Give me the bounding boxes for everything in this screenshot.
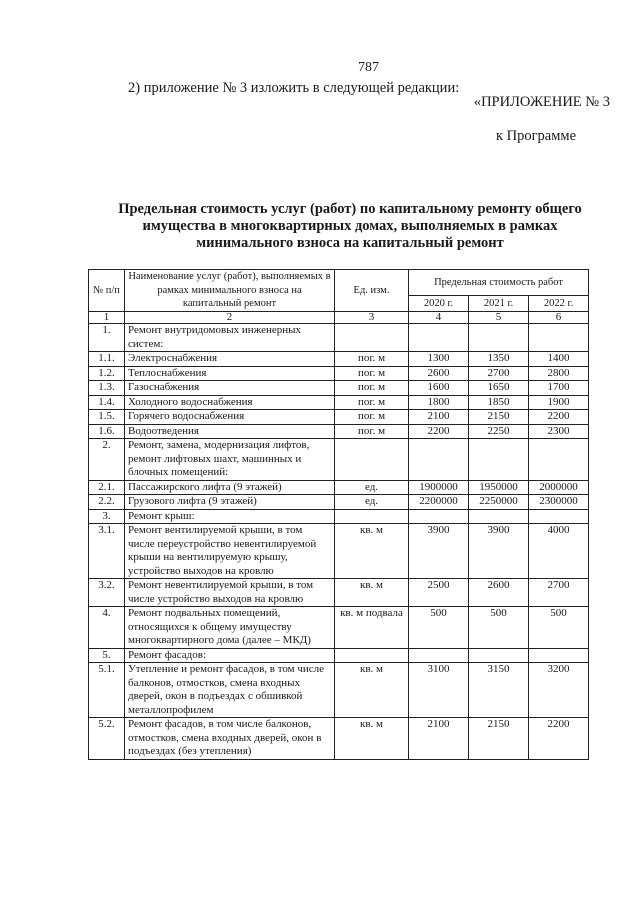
row-price-2021: 2250 bbox=[469, 424, 529, 439]
row-price-2021: 1950000 bbox=[469, 480, 529, 495]
row-price-2020: 1800 bbox=[409, 395, 469, 410]
row-number: 1.6. bbox=[89, 424, 125, 439]
table-row bbox=[89, 524, 589, 579]
price-table bbox=[88, 269, 589, 760]
row-unit: пог. м bbox=[335, 366, 409, 381]
column-number: 3 bbox=[335, 312, 409, 324]
row-unit bbox=[335, 439, 409, 481]
row-price-2022: 2000000 bbox=[529, 480, 589, 495]
row-price-2021: 500 bbox=[469, 607, 529, 649]
row-price-2020: 3900 bbox=[409, 524, 469, 579]
row-name: Грузового лифта (9 этажей) bbox=[125, 495, 335, 510]
row-number: 3.1. bbox=[89, 524, 125, 579]
row-price-2022 bbox=[529, 509, 589, 524]
row-name: Ремонт фасадов: bbox=[125, 648, 335, 663]
table-row bbox=[89, 395, 589, 410]
table-row bbox=[89, 480, 589, 495]
row-name: Холодного водоснабжения bbox=[125, 395, 335, 410]
row-name: Пассажирского лифта (9 этажей) bbox=[125, 480, 335, 495]
row-unit: пог. м bbox=[335, 352, 409, 367]
row-number: 3. bbox=[89, 509, 125, 524]
row-price-2020: 2100 bbox=[409, 410, 469, 425]
row-price-2022: 2200 bbox=[529, 410, 589, 425]
row-price-2022: 1400 bbox=[529, 352, 589, 367]
row-unit bbox=[335, 648, 409, 663]
table-row bbox=[89, 648, 589, 663]
row-price-2022: 2700 bbox=[529, 579, 589, 607]
row-unit: кв. м bbox=[335, 663, 409, 718]
row-price-2021: 3150 bbox=[469, 663, 529, 718]
row-unit: ед. bbox=[335, 495, 409, 510]
header-unit: Ед. изм. bbox=[335, 270, 409, 312]
row-name: Водоотведения bbox=[125, 424, 335, 439]
table-row bbox=[89, 495, 589, 510]
row-unit: пог. м bbox=[335, 381, 409, 396]
row-name: Газоснабжения bbox=[125, 381, 335, 396]
row-price-2020: 500 bbox=[409, 607, 469, 649]
column-number: 6 bbox=[529, 312, 589, 324]
row-price-2022: 2800 bbox=[529, 366, 589, 381]
table-row bbox=[89, 352, 589, 367]
row-number: 1.4. bbox=[89, 395, 125, 410]
column-number: 5 bbox=[469, 312, 529, 324]
row-name: Ремонт вентилируемой крыши, в том числе переустройство невентилируемой крыши на вентилируемую крышу, устройство выходов на кровлю bbox=[125, 524, 335, 579]
row-price-2020: 3100 bbox=[409, 663, 469, 718]
row-number: 5. bbox=[89, 648, 125, 663]
header-price-group: Предельная стоимость работ bbox=[409, 270, 589, 296]
row-unit bbox=[335, 324, 409, 352]
header-name: Наименование услуг (работ), выполняемых в рамках минимального взноса на капитальный ремонт bbox=[125, 270, 335, 312]
row-price-2021: 2600 bbox=[469, 579, 529, 607]
row-number: 1.5. bbox=[89, 410, 125, 425]
row-price-2021 bbox=[469, 439, 529, 481]
page-number: 787 bbox=[358, 60, 379, 75]
table-row bbox=[89, 324, 589, 352]
table-row bbox=[89, 439, 589, 481]
row-price-2021 bbox=[469, 509, 529, 524]
row-price-2022: 2300000 bbox=[529, 495, 589, 510]
table-row bbox=[89, 366, 589, 381]
row-unit: пог. м bbox=[335, 395, 409, 410]
table-row bbox=[89, 424, 589, 439]
row-unit: кв. м подвала bbox=[335, 607, 409, 649]
row-name: Электроснабжения bbox=[125, 352, 335, 367]
row-unit: кв. м bbox=[335, 579, 409, 607]
row-name: Ремонт подвальных помещений, относящихся к общему имуществу многоквартирного дома (далее – МКД) bbox=[125, 607, 335, 649]
row-name: Ремонт, замена, модернизация лифтов, ремонт лифтовых шахт, машинных и блочных помещений: bbox=[125, 439, 335, 481]
table-row bbox=[89, 381, 589, 396]
column-numbers-row bbox=[89, 312, 589, 324]
table-row bbox=[89, 509, 589, 524]
row-price-2020 bbox=[409, 324, 469, 352]
row-name: Утепление и ремонт фасадов, в том числе балконов, отмостков, смена входных дверей, окон в подъездах с обшивкой металлопрофилем bbox=[125, 663, 335, 718]
row-price-2021: 2150 bbox=[469, 410, 529, 425]
row-price-2020: 2200000 bbox=[409, 495, 469, 510]
row-price-2020: 1600 bbox=[409, 381, 469, 396]
row-number: 1. bbox=[89, 324, 125, 352]
row-price-2022: 4000 bbox=[529, 524, 589, 579]
row-number: 2.1. bbox=[89, 480, 125, 495]
row-price-2020 bbox=[409, 439, 469, 481]
column-number: 2 bbox=[125, 312, 335, 324]
row-price-2021: 1350 bbox=[469, 352, 529, 367]
row-price-2021: 2150 bbox=[469, 718, 529, 760]
row-number: 1.3. bbox=[89, 381, 125, 396]
row-name: Теплоснабжения bbox=[125, 366, 335, 381]
table-row bbox=[89, 410, 589, 425]
row-number: 5.2. bbox=[89, 718, 125, 760]
row-price-2022: 3200 bbox=[529, 663, 589, 718]
table-row bbox=[89, 663, 589, 718]
row-price-2020: 1900000 bbox=[409, 480, 469, 495]
row-price-2022: 1900 bbox=[529, 395, 589, 410]
header-year-2021: 2021 г. bbox=[469, 296, 529, 312]
row-number: 1.2. bbox=[89, 366, 125, 381]
table-row bbox=[89, 718, 589, 760]
title-line: Предельная стоимость услуг (работ) по капитальному ремонту общего bbox=[118, 201, 582, 217]
row-unit: кв. м bbox=[335, 718, 409, 760]
row-unit bbox=[335, 509, 409, 524]
row-price-2022: 2200 bbox=[529, 718, 589, 760]
row-price-2020: 2200 bbox=[409, 424, 469, 439]
row-price-2021: 1850 bbox=[469, 395, 529, 410]
row-name: Ремонт крыш: bbox=[125, 509, 335, 524]
row-number: 2. bbox=[89, 439, 125, 481]
table-row bbox=[89, 607, 589, 649]
row-price-2022: 2300 bbox=[529, 424, 589, 439]
row-price-2022 bbox=[529, 648, 589, 663]
title-line: имущества в многоквартирных домах, выполняемых в рамках bbox=[142, 218, 558, 234]
row-number: 4. bbox=[89, 607, 125, 649]
row-number: 5.1. bbox=[89, 663, 125, 718]
row-price-2022: 500 bbox=[529, 607, 589, 649]
row-price-2021: 2250000 bbox=[469, 495, 529, 510]
row-unit: кв. м bbox=[335, 524, 409, 579]
row-unit: пог. м bbox=[335, 424, 409, 439]
row-unit: ед. bbox=[335, 480, 409, 495]
row-price-2020 bbox=[409, 509, 469, 524]
column-number: 4 bbox=[409, 312, 469, 324]
row-price-2021: 1650 bbox=[469, 381, 529, 396]
row-price-2020: 1300 bbox=[409, 352, 469, 367]
row-price-2020 bbox=[409, 648, 469, 663]
row-price-2020: 2100 bbox=[409, 718, 469, 760]
header-num: № п/п bbox=[89, 270, 125, 312]
amendment-instruction: 2) приложение № 3 изложить в следующей редакции: bbox=[128, 80, 460, 96]
row-price-2021 bbox=[469, 324, 529, 352]
column-number: 1 bbox=[89, 312, 125, 324]
row-price-2022 bbox=[529, 439, 589, 481]
row-price-2022 bbox=[529, 324, 589, 352]
appendix-label: «ПРИЛОЖЕНИЕ № 3 bbox=[473, 94, 610, 110]
row-price-2021: 2700 bbox=[469, 366, 529, 381]
row-number: 3.2. bbox=[89, 579, 125, 607]
row-price-2022: 1700 bbox=[529, 381, 589, 396]
row-price-2021 bbox=[469, 648, 529, 663]
row-price-2020: 2500 bbox=[409, 579, 469, 607]
row-number: 1.1. bbox=[89, 352, 125, 367]
header-year-2022: 2022 г. bbox=[529, 296, 589, 312]
program-reference: к Программе bbox=[495, 128, 576, 144]
header-year-2020: 2020 г. bbox=[409, 296, 469, 312]
row-name: Ремонт фасадов, в том числе балконов, отмостков, смена входных дверей, окон в подъездах (без утепления) bbox=[125, 718, 335, 760]
document-title bbox=[100, 201, 600, 252]
row-number: 2.2. bbox=[89, 495, 125, 510]
row-name: Ремонт внутридомовых инженерных систем: bbox=[125, 324, 335, 352]
row-name: Ремонт невентилируемой крыши, в том числе устройство выходов на кровлю bbox=[125, 579, 335, 607]
title-line: минимального взноса на капитальный ремонт bbox=[196, 235, 504, 251]
row-price-2020: 2600 bbox=[409, 366, 469, 381]
row-unit: пог. м bbox=[335, 410, 409, 425]
row-price-2021: 3900 bbox=[469, 524, 529, 579]
table-row bbox=[89, 579, 589, 607]
row-name: Горячего водоснабжения bbox=[125, 410, 335, 425]
